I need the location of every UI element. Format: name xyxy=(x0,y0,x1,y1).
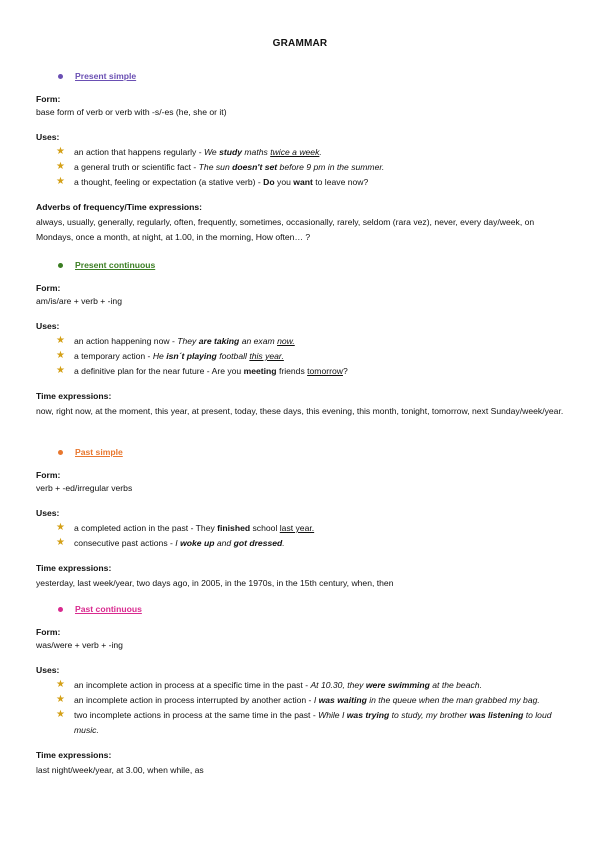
uses-list xyxy=(36,521,566,551)
uses-label: Uses: xyxy=(36,508,60,518)
example-verb: isn´t playing xyxy=(166,351,217,361)
use-intro: an action happening now - xyxy=(74,336,178,346)
use-intro: a thought, feeling or expectation (a stative verb) - xyxy=(74,177,264,187)
use-intro: an action that happens regularly - xyxy=(74,147,204,157)
time-expressions-label: Time expressions: xyxy=(36,750,112,760)
use-intro: a general truth or scientific fact - xyxy=(74,162,199,172)
time-expressions-text: last night/week/year, at 3.00, when while, as xyxy=(36,765,204,775)
example-verb: were swimming xyxy=(365,680,430,690)
time-expressions-text: yesterday, last week/year, two days ago, in 2005, in the 1970s, in the 15th century, when, then xyxy=(36,578,394,588)
example-verb: was listening xyxy=(469,710,524,720)
heading-present-continuous: Present continuous xyxy=(75,260,156,270)
section-past-simple xyxy=(36,446,566,591)
example-time-expression: now. xyxy=(277,336,295,346)
star-icon: ★ xyxy=(56,161,65,172)
adverbs-text: always, usually, generally, regularly, often, frequently, sometimes, occasionally, rarely, seldom (rara vez), never, every day/week, on Mondays, once a month, at night, at 1.00, in the morning, How often… ? xyxy=(36,217,535,242)
page-title: GRAMMAR xyxy=(272,38,328,49)
example-text: Are you xyxy=(211,366,244,376)
bullet-icon xyxy=(58,450,63,455)
star-icon: ★ xyxy=(56,176,65,187)
form-text: am/is/are + verb + -ing xyxy=(36,296,122,306)
example-text: . xyxy=(282,538,285,548)
example-text: While I xyxy=(318,710,347,720)
example-verb: are taking xyxy=(198,336,240,346)
use-intro: consecutive past actions - xyxy=(74,538,176,548)
form-label: Form: xyxy=(36,470,61,480)
uses-label: Uses: xyxy=(36,132,60,142)
star-icon: ★ xyxy=(56,365,65,376)
section-present-continuous xyxy=(36,259,566,419)
star-icon: ★ xyxy=(56,522,65,533)
star-icon: ★ xyxy=(56,335,65,346)
example-verb: study xyxy=(219,147,242,157)
use-item xyxy=(36,349,566,364)
heading-present-simple: Present simple xyxy=(75,71,137,81)
uses-label: Uses: xyxy=(36,321,60,331)
use-item xyxy=(36,364,566,379)
use-intro: a completed action in the past - xyxy=(74,523,196,533)
adverbs-label: Adverbs of frequency/Time expressions: xyxy=(36,202,203,212)
use-intro: an incomplete action in process interrupted by another action - xyxy=(74,695,314,705)
example-text: At 10.30, they xyxy=(310,680,366,690)
use-item xyxy=(36,693,566,708)
star-icon: ★ xyxy=(56,350,65,361)
example-verb: was trying xyxy=(346,710,390,720)
section-present-simple xyxy=(36,70,566,245)
example-text: to study, my brother xyxy=(389,710,470,720)
uses-label: Uses: xyxy=(36,665,60,675)
uses-list xyxy=(36,678,566,738)
example-text: an exam xyxy=(239,336,278,346)
use-item xyxy=(36,175,566,190)
use-item xyxy=(36,334,566,349)
example-text: to loud music. xyxy=(74,710,552,735)
section-heading xyxy=(36,70,566,82)
example-verb: doesn't set xyxy=(232,162,278,172)
form-label: Form: xyxy=(36,283,61,293)
use-item xyxy=(36,708,566,738)
form-label: Form: xyxy=(36,94,61,104)
example-time-expression: twice a week xyxy=(270,147,320,157)
example-verb: meeting xyxy=(243,366,277,376)
star-icon: ★ xyxy=(56,709,65,720)
use-intro: two incomplete actions in process at the same time in the past - xyxy=(74,710,319,720)
example-time-expression: tomorrow xyxy=(307,366,343,376)
bullet-icon xyxy=(58,607,63,612)
example-text: ? xyxy=(342,366,348,376)
example-text: you xyxy=(274,177,294,187)
example-text: They xyxy=(195,523,218,533)
example-text: I xyxy=(175,538,181,548)
example-text: We xyxy=(203,147,220,157)
section-heading xyxy=(36,446,566,458)
example-verb: finished xyxy=(217,523,251,533)
use-item xyxy=(36,145,566,160)
use-intro: a definitive plan for the near future - xyxy=(74,366,212,376)
time-expressions-label: Time expressions: xyxy=(36,563,112,573)
example-text: football xyxy=(216,351,250,361)
star-icon: ★ xyxy=(56,146,65,157)
example-time-expression: last year. xyxy=(279,523,315,533)
use-item xyxy=(36,160,566,175)
example-text: He xyxy=(152,351,167,361)
heading-past-simple: Past simple xyxy=(75,447,123,457)
example-text: and xyxy=(214,538,234,548)
bullet-icon xyxy=(58,74,63,79)
example-verb: woke up xyxy=(180,538,215,548)
example-text: school xyxy=(250,523,280,533)
example-text: maths xyxy=(242,147,271,157)
uses-list xyxy=(36,145,566,190)
star-icon: ★ xyxy=(56,679,65,690)
uses-list xyxy=(36,334,566,379)
heading-past-continuous: Past continuous xyxy=(75,604,142,614)
example-text: before 9 pm in the summer. xyxy=(277,162,385,172)
example-verb: want xyxy=(293,177,313,187)
time-expressions-label: Time expressions: xyxy=(36,391,112,401)
form-text: was/were + verb + -ing xyxy=(36,640,123,650)
example-text: I xyxy=(313,695,319,705)
example-verb: Do xyxy=(263,177,275,187)
star-icon: ★ xyxy=(56,537,65,548)
example-verb: got dressed xyxy=(233,538,283,548)
use-intro: a temporary action - xyxy=(74,351,153,361)
example-text: in the queue when the man grabbed my bag. xyxy=(366,695,540,705)
example-text: at the beach. xyxy=(429,680,482,690)
use-item xyxy=(36,536,566,551)
example-verb: was waiting xyxy=(318,695,367,705)
use-item xyxy=(36,678,566,693)
example-time-expression: this year. xyxy=(249,351,284,361)
use-item xyxy=(36,521,566,536)
section-heading xyxy=(36,603,566,615)
example-text: The sun xyxy=(198,162,233,172)
form-text: verb + -ed/irregular verbs xyxy=(36,483,133,493)
section-past-continuous xyxy=(36,603,566,778)
use-intro: an incomplete action in process at a specific time in the past - xyxy=(74,680,311,690)
section-heading xyxy=(36,259,566,271)
star-icon: ★ xyxy=(56,694,65,705)
form-text: base form of verb or verb with -s/-es (he, she or it) xyxy=(36,107,227,117)
form-label: Form: xyxy=(36,627,61,637)
bullet-icon xyxy=(58,263,63,268)
example-text: to leave now? xyxy=(312,177,369,187)
example-text: They xyxy=(177,336,199,346)
time-expressions-text: now, right now, at the moment, this year, at present, today, these days, this evening, this month, tonight, tomorrow, next Sunday/week/year. xyxy=(36,406,564,416)
example-text: . xyxy=(319,147,322,157)
example-text: friends xyxy=(276,366,308,376)
